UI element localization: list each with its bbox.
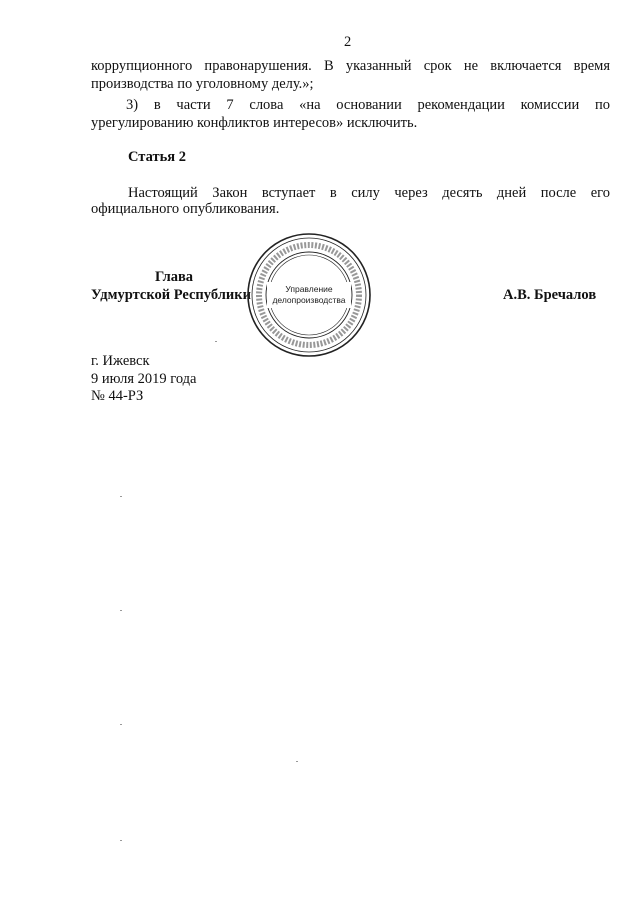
scan-speck	[120, 610, 122, 611]
article-heading: Статья 2	[128, 149, 186, 165]
scan-speck	[120, 840, 122, 841]
item-3-line-1: 3) в части 7 слова «на основании рекомендации комиссии по	[126, 97, 610, 113]
article-line-2: официального опубликования.	[91, 201, 280, 217]
official-seal	[246, 232, 372, 358]
signer-name: А.В. Бречалов	[503, 287, 597, 303]
scan-speck	[120, 496, 122, 497]
body-line-1: коррупционного правонарушения. В указанный срок не включается время	[91, 58, 610, 74]
body-line-2: производства по уголовному делу.»;	[91, 76, 314, 92]
signature-title-line-2: Удмуртской Республики	[91, 287, 251, 303]
seal-center-line-2: делопроизводства	[272, 295, 346, 305]
seal-center-line-1: Управление	[285, 284, 333, 294]
scan-speck	[215, 341, 217, 342]
page-number: 2	[344, 34, 352, 50]
signature-title-line-1: Глава	[155, 269, 194, 285]
article-line-1: Настоящий Закон вступает в силу через десять дней после его	[128, 185, 610, 201]
footer-number: № 44-РЗ	[91, 388, 144, 404]
footer-date: 9 июля 2019 года	[91, 371, 197, 387]
item-3-line-2: урегулированию конфликтов интересов» исключить.	[91, 115, 418, 131]
footer-city: г. Ижевск	[91, 353, 150, 369]
scan-speck	[296, 761, 298, 762]
scan-speck	[120, 724, 122, 725]
